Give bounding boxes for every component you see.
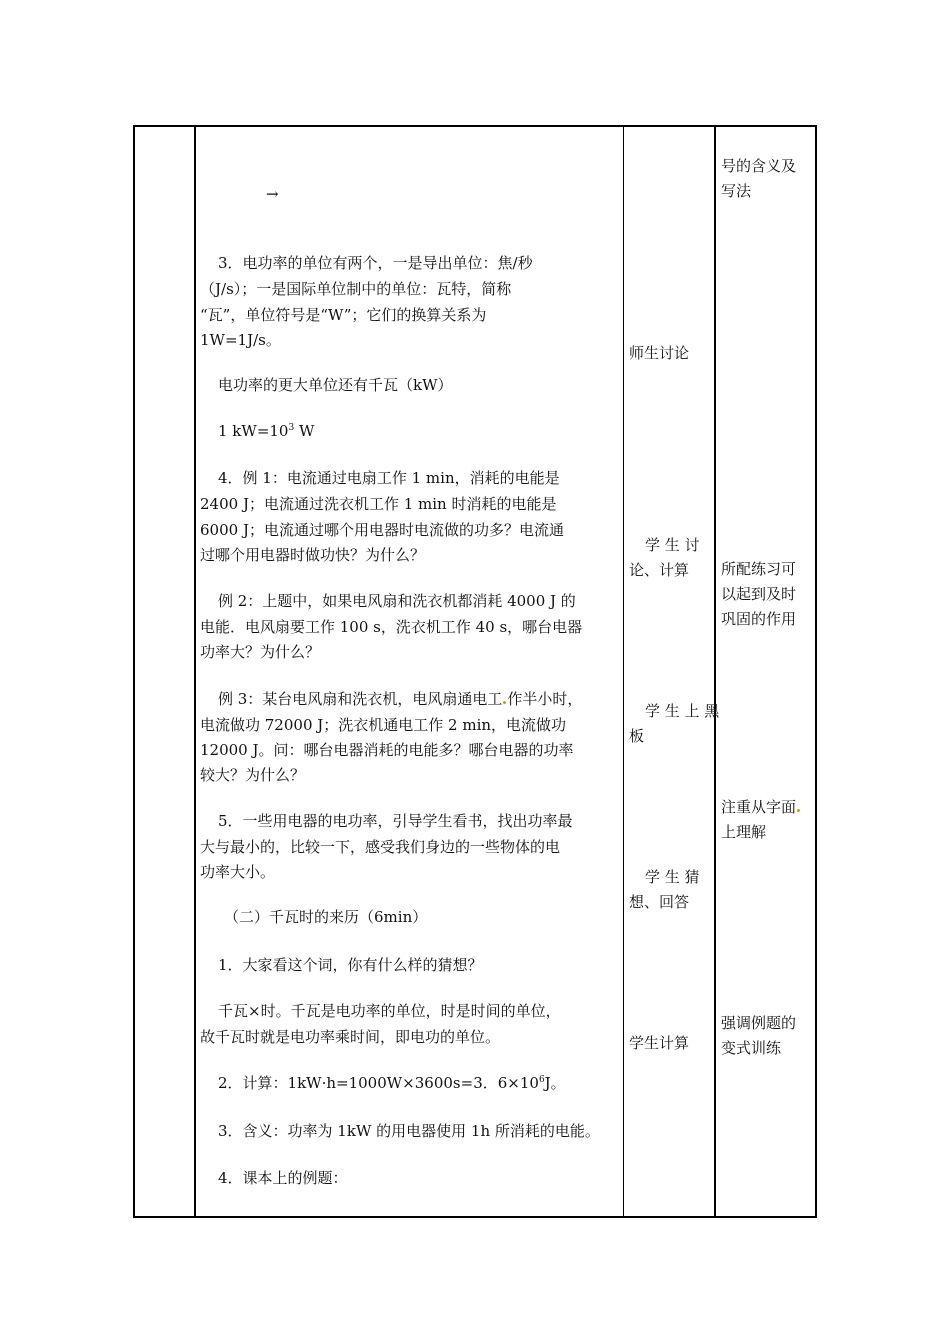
column-divider-1 bbox=[194, 125, 196, 1218]
dot-marker bbox=[797, 809, 800, 812]
calculation: 2．计算：1kW·h=1000W×3600s=3．$6\times 10^6J$。 bbox=[218, 1074, 566, 1092]
activity-discussion: 师生讨论 bbox=[629, 344, 690, 362]
question-1: 1．大家看这个词，你有什么样的猜想？ bbox=[218, 956, 483, 974]
textbook-example: 4．课本上的例题： bbox=[218, 1169, 348, 1187]
meaning: 3．含义：功率为 1kW 的用电器使用 1h 所消耗的电能。 bbox=[218, 1122, 600, 1140]
activity-calculate: 学生计算 bbox=[629, 1034, 690, 1052]
paragraph-larger-unit: 电功率的更大单位还有千瓦（kW） bbox=[218, 376, 453, 394]
dot-marker bbox=[503, 701, 506, 704]
kw-equation: 1 $kW=10^3$ W bbox=[218, 422, 315, 440]
column-divider-2 bbox=[623, 125, 624, 1218]
section-heading: （二）千瓦时的来历（6min） bbox=[224, 908, 428, 926]
column-divider-3 bbox=[714, 125, 716, 1218]
arrow-symbol: → bbox=[266, 185, 279, 203]
